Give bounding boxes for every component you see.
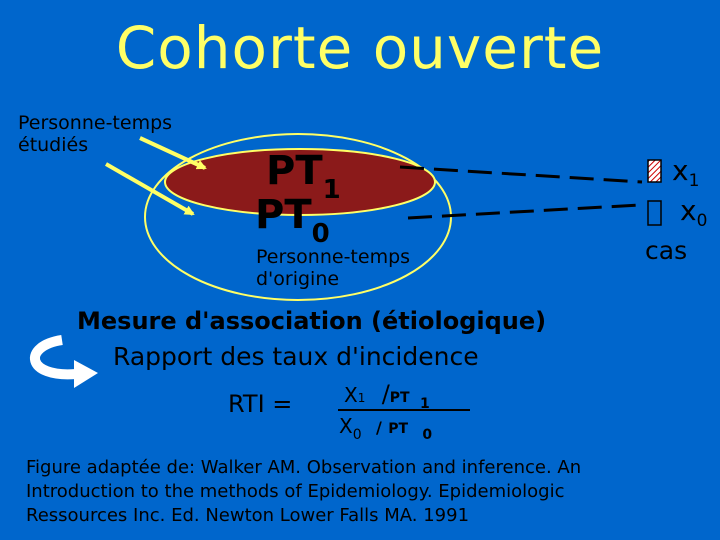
figure-reference <box>26 456 581 528</box>
origin-person-time-label <box>256 246 410 290</box>
case-x0-icon <box>648 201 661 225</box>
x1-sub: 1 <box>688 171 700 191</box>
num-x: X <box>344 383 358 407</box>
pt1-main: PT <box>266 148 323 194</box>
pt0-sub: 0 <box>311 219 330 249</box>
dashed-line-x1 <box>400 167 642 182</box>
x0-label <box>680 194 708 231</box>
page-title: Cohorte ouverte <box>115 14 605 82</box>
num-pt: PT <box>389 390 410 406</box>
den-x-sub: 0 <box>352 427 362 443</box>
reference-line2: Introduction to the methods of Epidemiology. Epidemiologic <box>26 481 565 502</box>
num-slash: / <box>381 380 390 408</box>
x1-label <box>672 154 700 191</box>
den-pt-sub: 0 <box>422 427 433 443</box>
den-slash: / <box>375 418 382 437</box>
pt0-label <box>255 192 330 249</box>
x1-main: x <box>672 154 689 187</box>
studied-label-line1: Personne-temps <box>18 112 173 134</box>
cases-label: cas <box>645 236 688 265</box>
studied-label-line2: étudiés <box>18 134 89 156</box>
pt1-sub: 1 <box>322 175 341 205</box>
origin-label-line1: Personne-temps <box>256 246 411 268</box>
origin-label-line2: d'origine <box>256 268 340 290</box>
rti-numerator <box>344 380 430 412</box>
den-x: X <box>339 414 353 438</box>
num-pt-sub: 1 <box>419 396 430 412</box>
rti-label: RTI = <box>228 390 293 418</box>
studied-person-time-label <box>18 112 172 156</box>
measure-heading: Mesure d'association (étiologique) <box>77 307 547 335</box>
reference-line1: Figure adaptée de: Walker AM. Observation and inference. An <box>26 457 582 478</box>
reference-line3: Ressources Inc. Ed. Newton Lower Falls MA. 1991 <box>26 505 470 526</box>
dashed-line-x0 <box>408 205 640 218</box>
cycle-arrow-icon <box>35 340 98 388</box>
x0-sub: 0 <box>696 211 708 231</box>
x0-main: x <box>680 194 697 227</box>
den-pt: PT <box>388 421 408 437</box>
measure-subheading: Rapport des taux d'incidence <box>113 342 479 371</box>
case-x1-icon <box>648 160 661 182</box>
pt1-label <box>266 148 341 205</box>
num-x-sub: 1 <box>357 391 366 405</box>
rti-denominator <box>339 414 433 443</box>
pt0-main: PT <box>255 192 312 238</box>
